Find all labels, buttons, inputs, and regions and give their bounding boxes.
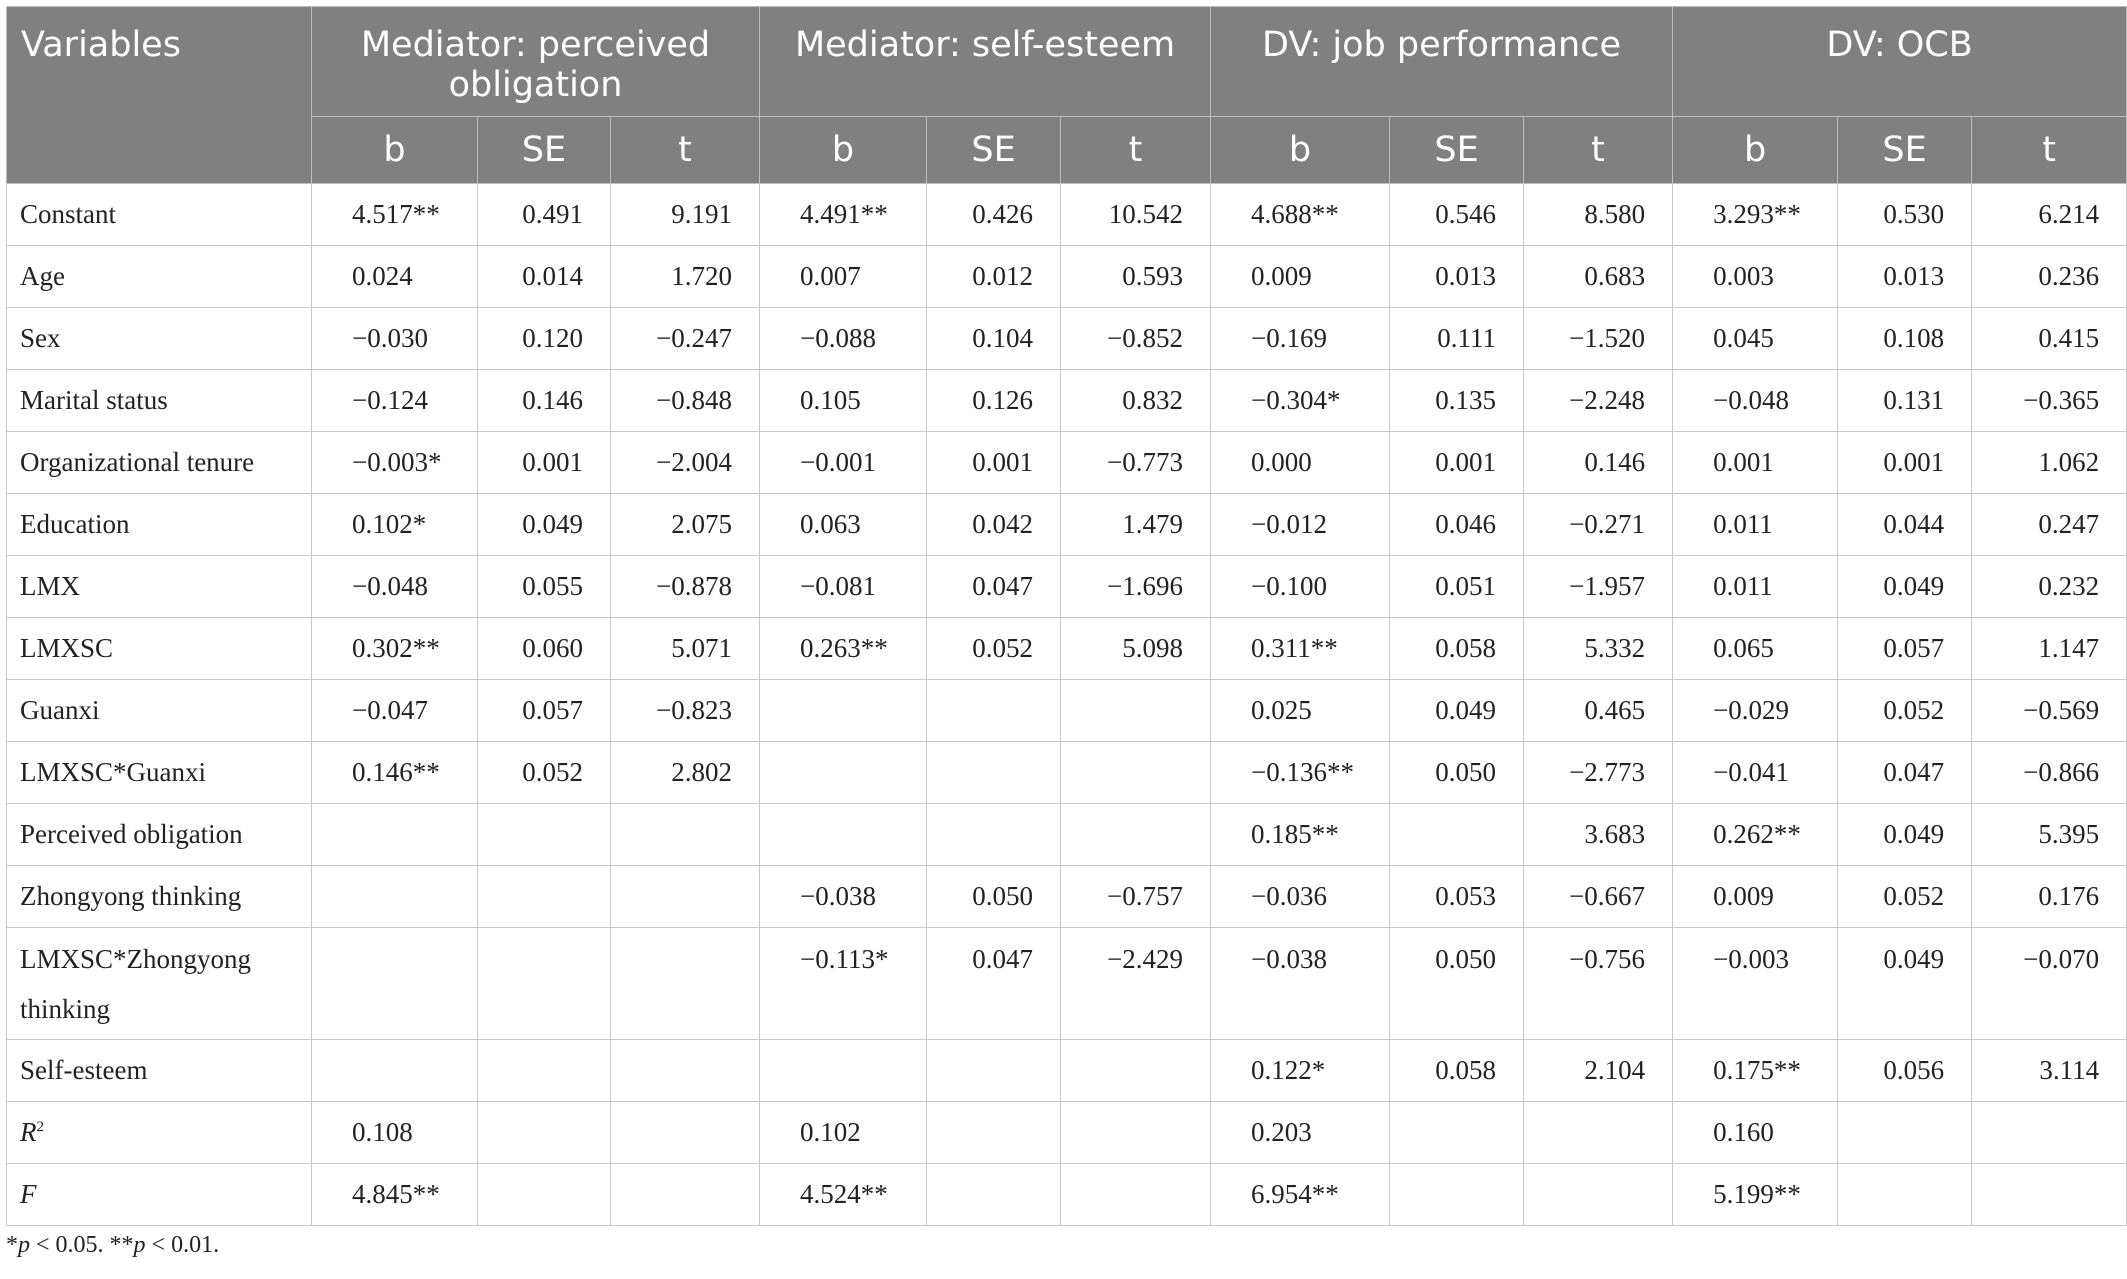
cell-se: 0.049 bbox=[478, 494, 611, 556]
cell-b: 0.003 bbox=[1673, 246, 1838, 308]
cell-se: 0.104 bbox=[927, 308, 1061, 370]
cell-se bbox=[478, 1102, 611, 1164]
row-label bbox=[7, 928, 312, 1040]
cell-t: −2.004 bbox=[611, 432, 760, 494]
cell-t: 5.395 bbox=[1972, 804, 2127, 866]
cell-se: 0.001 bbox=[1838, 432, 1972, 494]
cell-b: 0.185** bbox=[1211, 804, 1390, 866]
cell-t: 0.415 bbox=[1972, 308, 2127, 370]
cell-b: 6.954** bbox=[1211, 1164, 1390, 1226]
cell-se bbox=[478, 866, 611, 928]
cell-t: −0.757 bbox=[1061, 866, 1211, 928]
cell-se: 0.052 bbox=[478, 742, 611, 804]
cell-se: 0.053 bbox=[1390, 866, 1524, 928]
row-label-text: Zhongyong thinking bbox=[20, 881, 242, 911]
cell-b: 0.203 bbox=[1211, 1102, 1390, 1164]
cell-t: 0.176 bbox=[1972, 866, 2127, 928]
cell-se: 0.042 bbox=[927, 494, 1061, 556]
cell-se: 0.044 bbox=[1838, 494, 1972, 556]
cell-t: 10.542 bbox=[1061, 184, 1211, 246]
cell-b: −0.038 bbox=[1211, 928, 1390, 1040]
cell-b: −0.048 bbox=[1673, 370, 1838, 432]
row-label-text: Self-esteem bbox=[20, 1055, 148, 1085]
cell-b: −0.136** bbox=[1211, 742, 1390, 804]
cell-t: −0.866 bbox=[1972, 742, 2127, 804]
cell-t: 6.214 bbox=[1972, 184, 2127, 246]
cell-t: 9.191 bbox=[611, 184, 760, 246]
cell-t bbox=[1972, 1164, 2127, 1226]
cell-se: 0.049 bbox=[1390, 680, 1524, 742]
row-label-text: LMXSC*Guanxi bbox=[20, 757, 207, 787]
regression-results-table bbox=[6, 6, 2127, 1226]
col-header-b: b bbox=[312, 117, 478, 184]
cell-t: 0.247 bbox=[1972, 494, 2127, 556]
cell-se: 0.013 bbox=[1390, 246, 1524, 308]
cell-b: 0.311** bbox=[1211, 618, 1390, 680]
row-label-text: Sex bbox=[20, 323, 61, 353]
cell-se: 0.426 bbox=[927, 184, 1061, 246]
cell-t bbox=[611, 928, 760, 1040]
cell-t: 0.465 bbox=[1524, 680, 1673, 742]
cell-b: 0.025 bbox=[1211, 680, 1390, 742]
cell-b: 0.175** bbox=[1673, 1040, 1838, 1102]
cell-t: −0.247 bbox=[611, 308, 760, 370]
cell-b bbox=[760, 804, 927, 866]
cell-t bbox=[611, 866, 760, 928]
cell-b bbox=[760, 742, 927, 804]
note-star-1: * bbox=[6, 1232, 18, 1258]
cell-b: −0.100 bbox=[1211, 556, 1390, 618]
cell-se bbox=[478, 1040, 611, 1102]
cell-se bbox=[1390, 804, 1524, 866]
cell-se: 0.111 bbox=[1390, 308, 1524, 370]
cell-b: 3.293** bbox=[1673, 184, 1838, 246]
cell-t: −2.429 bbox=[1061, 928, 1211, 1040]
table-row bbox=[7, 804, 2127, 866]
cell-b: −0.304* bbox=[1211, 370, 1390, 432]
note-threshold-1: < 0.05. bbox=[30, 1232, 110, 1258]
cell-b: −0.012 bbox=[1211, 494, 1390, 556]
table-row bbox=[7, 742, 2127, 804]
cell-t bbox=[1061, 1040, 1211, 1102]
cell-se: 0.060 bbox=[478, 618, 611, 680]
cell-t: −1.696 bbox=[1061, 556, 1211, 618]
cell-se: 0.491 bbox=[478, 184, 611, 246]
cell-b: 0.102* bbox=[312, 494, 478, 556]
cell-se: 0.055 bbox=[478, 556, 611, 618]
cell-b: −0.124 bbox=[312, 370, 478, 432]
row-label bbox=[7, 556, 312, 618]
cell-b: −0.036 bbox=[1211, 866, 1390, 928]
col-header-b: b bbox=[1211, 117, 1390, 184]
cell-b: 4.491** bbox=[760, 184, 927, 246]
cell-se: 0.546 bbox=[1390, 184, 1524, 246]
table-body bbox=[7, 184, 2127, 1226]
cell-t: −1.957 bbox=[1524, 556, 1673, 618]
header-row-stats bbox=[7, 117, 2127, 184]
row-label bbox=[7, 308, 312, 370]
cell-b: 0.045 bbox=[1673, 308, 1838, 370]
row-label bbox=[7, 1102, 312, 1164]
cell-b: 0.102 bbox=[760, 1102, 927, 1164]
cell-se bbox=[1838, 1164, 1972, 1226]
cell-se bbox=[927, 742, 1061, 804]
note-star-2: ** bbox=[109, 1232, 134, 1258]
cell-t: 0.232 bbox=[1972, 556, 2127, 618]
cell-se bbox=[1838, 1102, 1972, 1164]
col-header-se: SE bbox=[478, 117, 611, 184]
significance-note bbox=[6, 1232, 219, 1259]
cell-t: 5.098 bbox=[1061, 618, 1211, 680]
row-label bbox=[7, 494, 312, 556]
cell-se: 0.050 bbox=[1390, 742, 1524, 804]
row-label bbox=[7, 866, 312, 928]
cell-t: 3.114 bbox=[1972, 1040, 2127, 1102]
col-header-b: b bbox=[760, 117, 927, 184]
cell-se bbox=[927, 680, 1061, 742]
cell-t: −0.852 bbox=[1061, 308, 1211, 370]
cell-se: 0.049 bbox=[1838, 556, 1972, 618]
cell-se: 0.050 bbox=[927, 866, 1061, 928]
cell-se: 0.013 bbox=[1838, 246, 1972, 308]
cell-b: −0.113* bbox=[760, 928, 927, 1040]
cell-t: 3.683 bbox=[1524, 804, 1673, 866]
table-row bbox=[7, 680, 2127, 742]
row-label-text: Guanxi bbox=[20, 695, 100, 725]
cell-b: −0.003 bbox=[1673, 928, 1838, 1040]
cell-b: −0.048 bbox=[312, 556, 478, 618]
cell-se bbox=[1390, 1164, 1524, 1226]
cell-t bbox=[1061, 1102, 1211, 1164]
table-row bbox=[7, 184, 2127, 246]
cell-t bbox=[1524, 1102, 1673, 1164]
cell-t: 2.802 bbox=[611, 742, 760, 804]
cell-t: 1.147 bbox=[1972, 618, 2127, 680]
cell-t: 1.062 bbox=[1972, 432, 2127, 494]
cell-b: −0.041 bbox=[1673, 742, 1838, 804]
cell-se: 0.052 bbox=[1838, 866, 1972, 928]
cell-t: 8.580 bbox=[1524, 184, 1673, 246]
cell-se bbox=[927, 804, 1061, 866]
cell-se: 0.001 bbox=[478, 432, 611, 494]
cell-se: 0.001 bbox=[1390, 432, 1524, 494]
row-label-text: F bbox=[20, 1179, 37, 1209]
cell-t bbox=[611, 804, 760, 866]
col-header-t: t bbox=[611, 117, 760, 184]
variables-header: Variables bbox=[7, 7, 312, 184]
row-label bbox=[7, 432, 312, 494]
cell-b: 5.199** bbox=[1673, 1164, 1838, 1226]
cell-se: 0.108 bbox=[1838, 308, 1972, 370]
cell-se: 0.530 bbox=[1838, 184, 1972, 246]
col-header-b: b bbox=[1673, 117, 1838, 184]
cell-b bbox=[312, 866, 478, 928]
cell-b: 4.517** bbox=[312, 184, 478, 246]
row-label-text: Organizational tenure bbox=[20, 447, 255, 477]
table-row bbox=[7, 246, 2127, 308]
cell-b: 0.263** bbox=[760, 618, 927, 680]
group-header-perceived-obligation: Mediator: perceived obligation bbox=[312, 7, 760, 117]
cell-t: 0.236 bbox=[1972, 246, 2127, 308]
table-row bbox=[7, 370, 2127, 432]
cell-t bbox=[611, 1164, 760, 1226]
cell-b: 0.146** bbox=[312, 742, 478, 804]
cell-t: −0.823 bbox=[611, 680, 760, 742]
row-label bbox=[7, 1040, 312, 1102]
cell-t: −0.667 bbox=[1524, 866, 1673, 928]
row-label-text: Marital status bbox=[20, 385, 168, 415]
cell-t: −1.520 bbox=[1524, 308, 1673, 370]
cell-se bbox=[478, 928, 611, 1040]
cell-b: 0.011 bbox=[1673, 556, 1838, 618]
cell-b: −0.030 bbox=[312, 308, 478, 370]
cell-t bbox=[1061, 804, 1211, 866]
cell-b bbox=[760, 1040, 927, 1102]
cell-se bbox=[1390, 1102, 1524, 1164]
cell-b bbox=[312, 1040, 478, 1102]
cell-t bbox=[1972, 1102, 2127, 1164]
table-row bbox=[7, 928, 2127, 1040]
cell-t: 2.075 bbox=[611, 494, 760, 556]
cell-t: −0.569 bbox=[1972, 680, 2127, 742]
cell-b: −0.081 bbox=[760, 556, 927, 618]
cell-b: −0.038 bbox=[760, 866, 927, 928]
cell-t: −2.773 bbox=[1524, 742, 1673, 804]
cell-t bbox=[1061, 742, 1211, 804]
cell-se: 0.001 bbox=[927, 432, 1061, 494]
group-header-self-esteem: Mediator: self-esteem bbox=[760, 7, 1211, 117]
cell-se: 0.135 bbox=[1390, 370, 1524, 432]
cell-t: −0.365 bbox=[1972, 370, 2127, 432]
group-header-ocb: DV: OCB bbox=[1673, 7, 2127, 117]
cell-b: 0.302** bbox=[312, 618, 478, 680]
table-row bbox=[7, 494, 2127, 556]
cell-se: 0.051 bbox=[1390, 556, 1524, 618]
cell-b bbox=[312, 928, 478, 1040]
table-row bbox=[7, 556, 2127, 618]
col-header-t: t bbox=[1972, 117, 2127, 184]
cell-b: −0.001 bbox=[760, 432, 927, 494]
cell-se bbox=[927, 1102, 1061, 1164]
cell-b: 0.108 bbox=[312, 1102, 478, 1164]
cell-t: 0.832 bbox=[1061, 370, 1211, 432]
cell-b: 0.065 bbox=[1673, 618, 1838, 680]
row-label-text: Age bbox=[20, 261, 65, 291]
cell-b: 0.122* bbox=[1211, 1040, 1390, 1102]
row-label bbox=[7, 804, 312, 866]
cell-b bbox=[312, 804, 478, 866]
cell-se bbox=[478, 804, 611, 866]
row-label bbox=[7, 184, 312, 246]
cell-t: 1.720 bbox=[611, 246, 760, 308]
cell-b: 0.009 bbox=[1211, 246, 1390, 308]
cell-t: −0.878 bbox=[611, 556, 760, 618]
cell-se: 0.047 bbox=[927, 928, 1061, 1040]
cell-t bbox=[1061, 1164, 1211, 1226]
cell-se: 0.052 bbox=[927, 618, 1061, 680]
note-threshold-2: < 0.01. bbox=[145, 1232, 220, 1258]
col-header-t: t bbox=[1061, 117, 1211, 184]
cell-se bbox=[927, 1040, 1061, 1102]
cell-se bbox=[478, 1164, 611, 1226]
note-p-2: p bbox=[133, 1232, 146, 1258]
col-header-se: SE bbox=[927, 117, 1061, 184]
cell-t: 5.332 bbox=[1524, 618, 1673, 680]
cell-se: 0.146 bbox=[478, 370, 611, 432]
cell-se: 0.047 bbox=[927, 556, 1061, 618]
cell-b: 4.688** bbox=[1211, 184, 1390, 246]
cell-b bbox=[760, 680, 927, 742]
row-label bbox=[7, 618, 312, 680]
row-label bbox=[7, 680, 312, 742]
cell-se: 0.131 bbox=[1838, 370, 1972, 432]
cell-se: 0.014 bbox=[478, 246, 611, 308]
cell-se: 0.049 bbox=[1838, 804, 1972, 866]
cell-b: 0.160 bbox=[1673, 1102, 1838, 1164]
cell-se: 0.012 bbox=[927, 246, 1061, 308]
cell-t: 0.146 bbox=[1524, 432, 1673, 494]
cell-se: 0.058 bbox=[1390, 1040, 1524, 1102]
row-label-text: R bbox=[20, 1117, 37, 1147]
cell-t: 5.071 bbox=[611, 618, 760, 680]
table-row bbox=[7, 432, 2127, 494]
cell-t bbox=[611, 1040, 760, 1102]
cell-se: 0.126 bbox=[927, 370, 1061, 432]
cell-se: 0.050 bbox=[1390, 928, 1524, 1040]
col-header-se: SE bbox=[1390, 117, 1524, 184]
cell-b: 0.009 bbox=[1673, 866, 1838, 928]
row-label-superscript: 2 bbox=[36, 1119, 44, 1135]
cell-b: 0.001 bbox=[1673, 432, 1838, 494]
table-header bbox=[7, 7, 2127, 184]
cell-t: −0.756 bbox=[1524, 928, 1673, 1040]
cell-b: −0.029 bbox=[1673, 680, 1838, 742]
row-label-text: LMX bbox=[20, 571, 80, 601]
row-label bbox=[7, 1164, 312, 1226]
cell-t: 2.104 bbox=[1524, 1040, 1673, 1102]
cell-b: 0.011 bbox=[1673, 494, 1838, 556]
row-label bbox=[7, 370, 312, 432]
cell-b: 0.007 bbox=[760, 246, 927, 308]
cell-t: −0.773 bbox=[1061, 432, 1211, 494]
cell-se: 0.057 bbox=[1838, 618, 1972, 680]
note-p-1: p bbox=[18, 1232, 30, 1258]
cell-t: −2.248 bbox=[1524, 370, 1673, 432]
cell-se: 0.057 bbox=[478, 680, 611, 742]
cell-se: 0.046 bbox=[1390, 494, 1524, 556]
cell-t bbox=[1061, 680, 1211, 742]
row-label bbox=[7, 246, 312, 308]
col-header-se: SE bbox=[1838, 117, 1972, 184]
cell-se bbox=[927, 1164, 1061, 1226]
cell-b: 0.105 bbox=[760, 370, 927, 432]
table-row bbox=[7, 1164, 2127, 1226]
cell-se: 0.058 bbox=[1390, 618, 1524, 680]
cell-t: 0.683 bbox=[1524, 246, 1673, 308]
cell-se: 0.120 bbox=[478, 308, 611, 370]
cell-se: 0.052 bbox=[1838, 680, 1972, 742]
table-row bbox=[7, 1102, 2127, 1164]
table-row bbox=[7, 1040, 2127, 1102]
cell-b: −0.169 bbox=[1211, 308, 1390, 370]
cell-t: −0.070 bbox=[1972, 928, 2127, 1040]
cell-se: 0.049 bbox=[1838, 928, 1972, 1040]
table-row bbox=[7, 866, 2127, 928]
cell-t: 0.593 bbox=[1061, 246, 1211, 308]
cell-b: 0.000 bbox=[1211, 432, 1390, 494]
cell-t: −0.848 bbox=[611, 370, 760, 432]
row-label bbox=[7, 742, 312, 804]
row-label-text: LMXSC bbox=[20, 633, 114, 663]
cell-se: 0.047 bbox=[1838, 742, 1972, 804]
cell-t: 1.479 bbox=[1061, 494, 1211, 556]
cell-b: 0.063 bbox=[760, 494, 927, 556]
header-row-groups bbox=[7, 7, 2127, 117]
row-label-text: LMXSC*Zhongyong thinking bbox=[20, 944, 252, 1024]
row-label-text: Education bbox=[20, 509, 130, 539]
cell-se: 0.056 bbox=[1838, 1040, 1972, 1102]
table-row bbox=[7, 308, 2127, 370]
cell-b: 0.262** bbox=[1673, 804, 1838, 866]
row-label-text: Perceived obligation bbox=[20, 819, 243, 849]
cell-t bbox=[611, 1102, 760, 1164]
cell-b: −0.088 bbox=[760, 308, 927, 370]
cell-t: −0.271 bbox=[1524, 494, 1673, 556]
cell-b: 0.024 bbox=[312, 246, 478, 308]
cell-t bbox=[1524, 1164, 1673, 1226]
table-row bbox=[7, 618, 2127, 680]
cell-b: −0.047 bbox=[312, 680, 478, 742]
cell-b: 4.524** bbox=[760, 1164, 927, 1226]
row-label-text: Constant bbox=[20, 199, 117, 229]
cell-b: −0.003* bbox=[312, 432, 478, 494]
group-header-job-performance: DV: job performance bbox=[1211, 7, 1673, 117]
col-header-t: t bbox=[1524, 117, 1673, 184]
cell-b: 4.845** bbox=[312, 1164, 478, 1226]
